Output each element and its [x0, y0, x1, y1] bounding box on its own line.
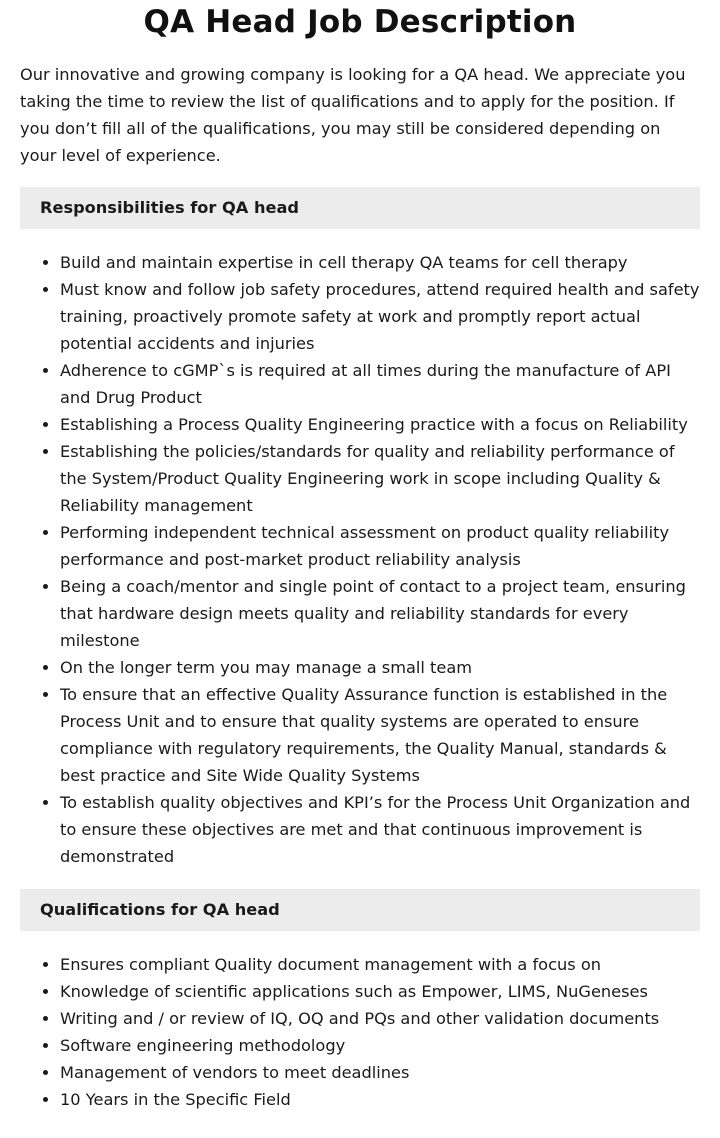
list-item: 10 Years in the Specific Field [60, 1086, 700, 1113]
list-item: On the longer term you may manage a small team [60, 654, 700, 681]
list-item: To ensure that an effective Quality Assurance function is established in the Process Unit and to ensure that quality systems are operated to ensure compliance with regulatory requirements, the Quality Manual, standards & best practice and Site Wide Quality Systems [60, 681, 700, 789]
list-item: Management of vendors to meet deadlines [60, 1059, 700, 1086]
list-item: Writing and / or review of IQ, OQ and PQs and other validation documents [60, 1005, 700, 1032]
list-item: Knowledge of scientific applications such as Empower, LIMS, NuGeneses [60, 978, 700, 1005]
list-item: Establishing the policies/standards for quality and reliability performance of the System/Product Quality Engineering work in scope including Quality & Reliability management [60, 438, 700, 519]
list-item: To establish quality objectives and KPI’s for the Process Unit Organization and to ensure these objectives are met and that continuous improvement is demonstrated [60, 789, 700, 870]
intro-paragraph: Our innovative and growing company is looking for a QA head. We appreciate you taking the time to review the list of qualifications and to apply for the position. If you don’t fill all of the qualifications, you may still be considered depending on your level of experience. [20, 65, 686, 165]
list-item: Software engineering methodology [60, 1032, 700, 1059]
responsibilities-heading: Responsibilities for QA head [20, 187, 700, 229]
qualifications-list [20, 951, 700, 1113]
list-item: Ensures compliant Quality document management with a focus on [60, 951, 700, 978]
list-item: Establishing a Process Quality Engineering practice with a focus on Reliability [60, 411, 700, 438]
list-item: Performing independent technical assessment on product quality reliability performance and post-market product reliability analysis [60, 519, 700, 573]
qualifications-heading: Qualifications for QA head [20, 889, 700, 931]
list-item: Build and maintain expertise in cell therapy QA teams for cell therapy [60, 249, 700, 276]
page-title: QA Head Job Description [143, 4, 577, 40]
list-item: Adherence to cGMP`s is required at all times during the manufacture of API and Drug Product [60, 357, 700, 411]
list-item: Must know and follow job safety procedures, attend required health and safety training, proactively promote safety at work and promptly report actual potential accidents and injuries [60, 276, 700, 357]
list-item: Being a coach/mentor and single point of contact to a project team, ensuring that hardware design meets quality and reliability standards for every milestone [60, 573, 700, 654]
responsibilities-list [20, 249, 700, 870]
